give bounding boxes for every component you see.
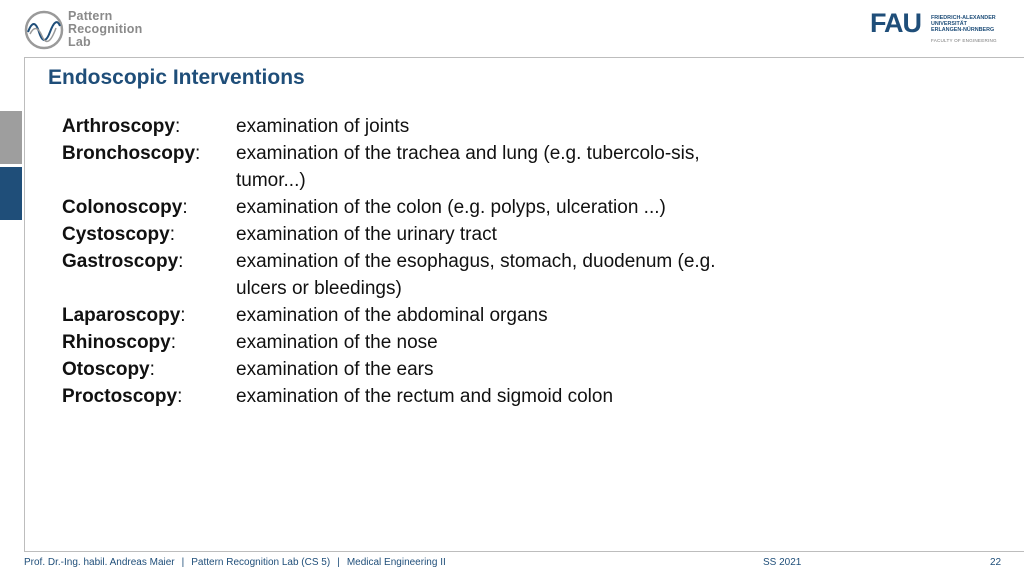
lab-logo-line-3: Lab — [68, 35, 91, 49]
list-item — [62, 383, 762, 410]
lab-logo-text — [68, 10, 142, 49]
side-tab-blue — [0, 167, 22, 220]
term-label: Colonoscopy: — [62, 197, 188, 218]
fau-university-name — [931, 15, 996, 33]
fau-line-2: UNIVERSITÄT — [931, 21, 967, 27]
footer-separator: | — [181, 557, 185, 568]
footer-page-number: 22 — [990, 557, 1002, 568]
term-label: Arthroscopy: — [62, 116, 181, 137]
footer-left — [24, 556, 446, 570]
fau-faculty: FACULTY OF ENGINEERING — [931, 38, 997, 43]
term-label: Bronchoscopy: — [62, 143, 201, 164]
footer-semester: SS 2021 — [763, 557, 802, 568]
list-item — [62, 194, 762, 221]
term-label: Rhinoscopy: — [62, 332, 177, 353]
list-item — [62, 221, 762, 248]
fau-line-1: FRIEDRICH-ALEXANDER — [931, 15, 996, 21]
frame-left-line — [24, 57, 25, 551]
frame-top-line — [24, 57, 1024, 58]
lab-logo-icon — [24, 10, 64, 50]
footer-course: Medical Engineering II — [346, 557, 446, 568]
footer-author: Prof. Dr.-Ing. habil. Andreas Maier — [24, 557, 175, 568]
footer-separator: | — [337, 557, 340, 568]
term-description: examination of the colon (e.g. polyps, ulceration ...) — [236, 197, 666, 218]
term-description: examination of joints — [236, 116, 410, 137]
term-description: examination of the abdominal organs — [236, 305, 548, 326]
term-label: Otoscopy: — [62, 359, 155, 380]
term-description: examination of the ears — [236, 359, 434, 380]
frame-bottom-line — [24, 551, 1024, 552]
term-label: Laparoscopy: — [62, 305, 186, 326]
lab-logo-line-2: Recognition — [68, 22, 143, 36]
list-item — [62, 140, 762, 194]
term-label: Gastroscopy: — [62, 251, 184, 272]
term-label: Proctoscopy: — [62, 386, 183, 407]
fau-wordmark: FAU — [870, 8, 921, 38]
side-tab-gray — [0, 111, 22, 164]
term-label: Cystoscopy: — [62, 224, 175, 245]
term-description: examination of the rectum and sigmoid colon — [236, 386, 614, 407]
pattern-recognition-lab-logo — [24, 10, 154, 54]
list-item — [62, 356, 762, 383]
list-item — [62, 248, 762, 302]
list-item — [62, 113, 762, 140]
footer-lab: Pattern Recognition Lab (CS 5) — [191, 557, 331, 568]
term-description: examination of the nose — [236, 332, 438, 353]
fau-line-3: ERLANGEN-NÜRNBERG — [931, 27, 995, 33]
fau-logo — [870, 8, 1000, 46]
list-item — [62, 329, 762, 356]
term-description: examination of the trachea and lung (e.g. tubercolo-sis, tumor...) — [236, 143, 700, 191]
term-description: examination of the esophagus, stomach, duodenum (e.g. ulcers or bleedings) — [236, 251, 716, 299]
definition-list — [62, 113, 762, 410]
lab-logo-line-1: Pattern — [68, 9, 113, 23]
slide-footer — [24, 556, 1024, 570]
list-item — [62, 302, 762, 329]
term-description: examination of the urinary tract — [236, 224, 497, 245]
slide-title: Endoscopic Interventions — [48, 66, 305, 89]
